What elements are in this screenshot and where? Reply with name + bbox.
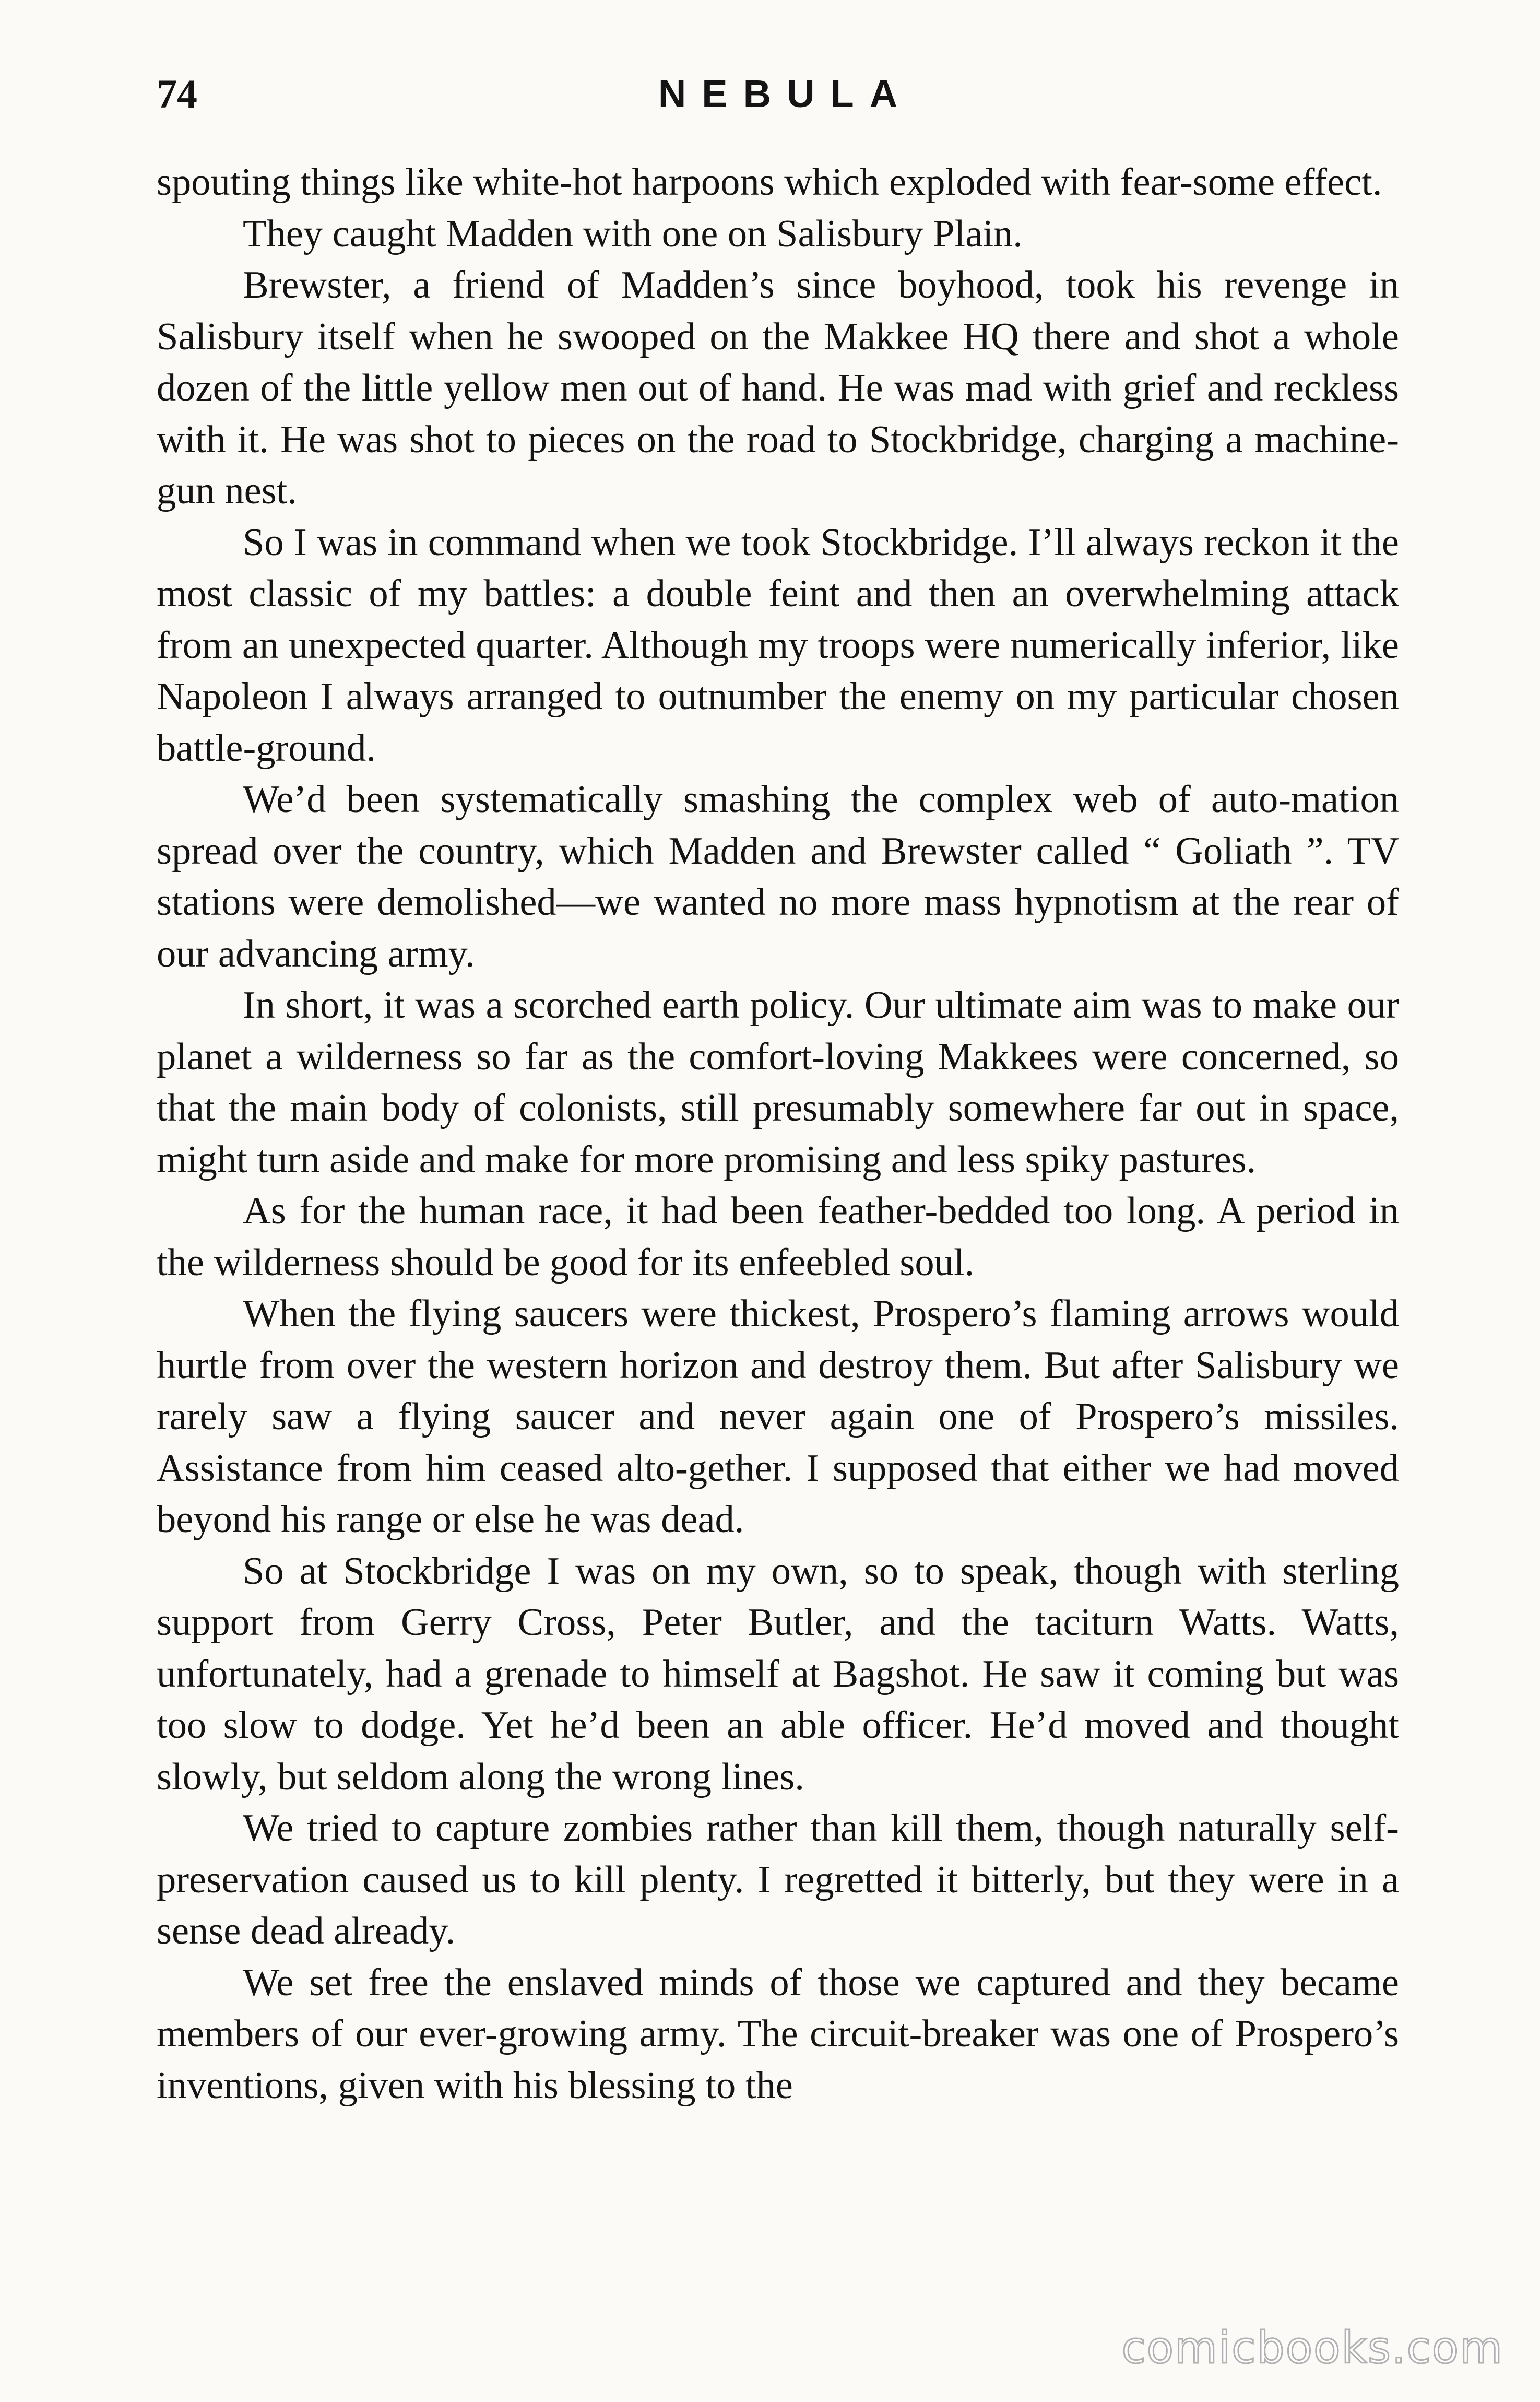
body-text <box>157 157 1399 2111</box>
paragraph: We set free the enslaved minds of those we captured and they became members of our ever-growing army. The circuit-breaker was one of Prospero’s inventions, given with his blessing to the <box>157 1961 1399 2107</box>
paragraph: They caught Madden with one on Salisbury Plain. <box>243 212 1023 255</box>
paragraph: So I was in command when we took Stockbridge. I’ll always reckon it the most classic of my battles: a double feint and then an overwhelming attack from an unexpected quarter. Although my troops were numerically inferior, like Napoleon I always arranged to outnumber the enemy on my particular chosen battle-ground. <box>157 521 1399 770</box>
paragraph: So at Stockbridge I was on my own, so to speak, though with sterling support from Gerry Cross, Peter Butler, and the taciturn Watts. Watts, unfortunately, had a grenade to himself at Bagshot. He saw it coming but was too slow to dodge. Yet he’d been an able officer. He’d moved and thought slowly, but seldom along the wrong lines. <box>157 1549 1399 1798</box>
paragraph: We’d been systematically smashing the complex web of auto-mation spread over the country, which Madden and Brewster called “ Goliath ”. TV stations were demolished—we wanted no more mass hypnotism at the rear of our advancing army. <box>157 778 1399 975</box>
paragraph: In short, it was a scorched earth policy. Our ultimate aim was to make our planet a wilderness so far as the comfort-loving Makkees were concerned, so that the main body of colonists, still presumably somewhere far out in space, might turn aside and make for more promising and less spiky pastures. <box>157 984 1399 1181</box>
paragraph: When the flying saucers were thickest, Prospero’s flaming arrows would hurtle from over the western horizon and destroy them. But after Salisbury we rarely saw a flying saucer and never again one of Prospero’s missiles. Assistance from him ceased alto-gether. I supposed that either we had moved beyond his range or else he was dead. <box>157 1292 1399 1541</box>
page-header <box>157 63 1399 125</box>
paragraph: spouting things like white-hot harpoons which exploded with fear-some effect. <box>157 161 1382 204</box>
running-head: NEBULA <box>658 72 914 115</box>
paragraph: As for the human race, it had been feather-bedded too long. A period in the wilderness should be good for its enfeebled soul. <box>157 1190 1399 1284</box>
page-number: 74 <box>157 71 197 116</box>
paragraph: We tried to capture zombies rather than kill them, though naturally self-preservation caused us to kill plenty. I regretted it bitterly, but they were in a sense dead already. <box>157 1807 1399 1952</box>
paragraph: Brewster, a friend of Madden’s since boyhood, took his revenge in Salisbury itself when he swooped on the Makkee HQ there and shot a whole dozen of the little yellow men out of hand. He was mad with grief and reckless with it. He was shot to pieces on the road to Stockbridge, charging a machine-gun nest. <box>157 264 1399 512</box>
watermark: comicbooks.com <box>1121 2322 1503 2373</box>
